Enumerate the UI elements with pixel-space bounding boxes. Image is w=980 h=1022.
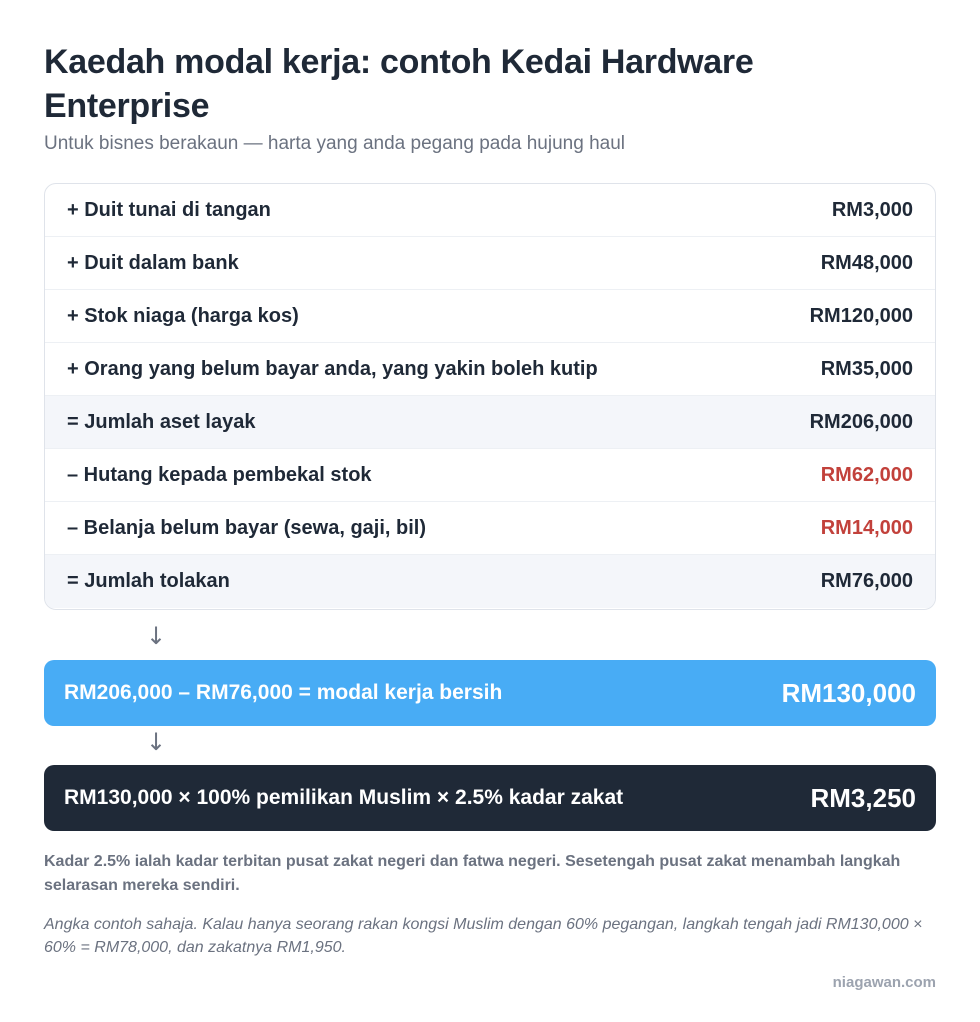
row-label: = Jumlah tolakan <box>67 570 230 592</box>
row-label: + Duit tunai di tangan <box>67 198 271 221</box>
row-amount: RM3,000 <box>831 198 913 221</box>
total-row <box>45 555 935 608</box>
row-label: – Belanja belum bayar (sewa, gaji, bil) <box>67 516 427 539</box>
zakat-result: RM3,250 <box>810 782 916 813</box>
zakat-expression: RM130,000 × 100% pemilikan Muslim × 2.5% kadar zakat <box>64 786 624 809</box>
net-working-capital-expression: RM206,000 – RM76,000 = modal kerja bersih <box>64 681 503 704</box>
arrow-down-icon: ↓ <box>146 728 167 756</box>
zakat-calculation-box <box>44 765 936 831</box>
row-amount: RM206,000 <box>809 410 913 433</box>
net-working-capital-result: RM130,000 <box>781 677 916 708</box>
row-label: – Hutang kepada pembekal stok <box>67 463 372 486</box>
row-label: + Orang yang belum bayar anda, yang yakin boleh kutip <box>67 357 598 380</box>
arrow-down-icon: ↓ <box>146 622 167 650</box>
row-amount: RM48,000 <box>820 251 913 274</box>
table-row <box>45 237 935 290</box>
row-label: + Stok niaga (harga kos) <box>67 304 299 327</box>
row-amount: RM35,000 <box>820 357 913 380</box>
table-row <box>45 343 935 396</box>
table-row <box>45 290 935 343</box>
row-amount-negative: RM62,000 <box>820 463 913 486</box>
page-subtitle: Untuk bisnes berakaun — harta yang anda pegang pada hujung haul <box>44 133 625 154</box>
total-row <box>45 396 935 449</box>
rate-note: Kadar 2.5% ialah kadar terbitan pusat zakat negeri dan fatwa negeri. Sesetengah pusat zakat menambah langkah selarasan mereka sendiri. <box>44 853 901 894</box>
table-row <box>45 502 935 555</box>
row-amount: RM76,000 <box>820 570 913 592</box>
row-amount-negative: RM14,000 <box>820 516 913 539</box>
table-row <box>45 184 935 237</box>
page-title: Kaedah modal kerja: contoh Kedai Hardware Enterprise <box>44 43 754 125</box>
net-working-capital-box <box>44 660 936 726</box>
calculation-table <box>44 183 936 610</box>
row-amount: RM120,000 <box>809 304 913 327</box>
example-note: Angka contoh sahaja. Kalau hanya seorang rakan kongsi Muslim dengan 60% pegangan, langkah tengah jadi RM130,000 × 60% = RM78,000, dan zakatnya RM1,950. <box>44 916 923 956</box>
row-label: = Jumlah aset layak <box>67 410 256 433</box>
table-row <box>45 449 935 502</box>
brand-footer: niagawan.com <box>832 974 936 991</box>
row-label: + Duit dalam bank <box>67 251 239 274</box>
